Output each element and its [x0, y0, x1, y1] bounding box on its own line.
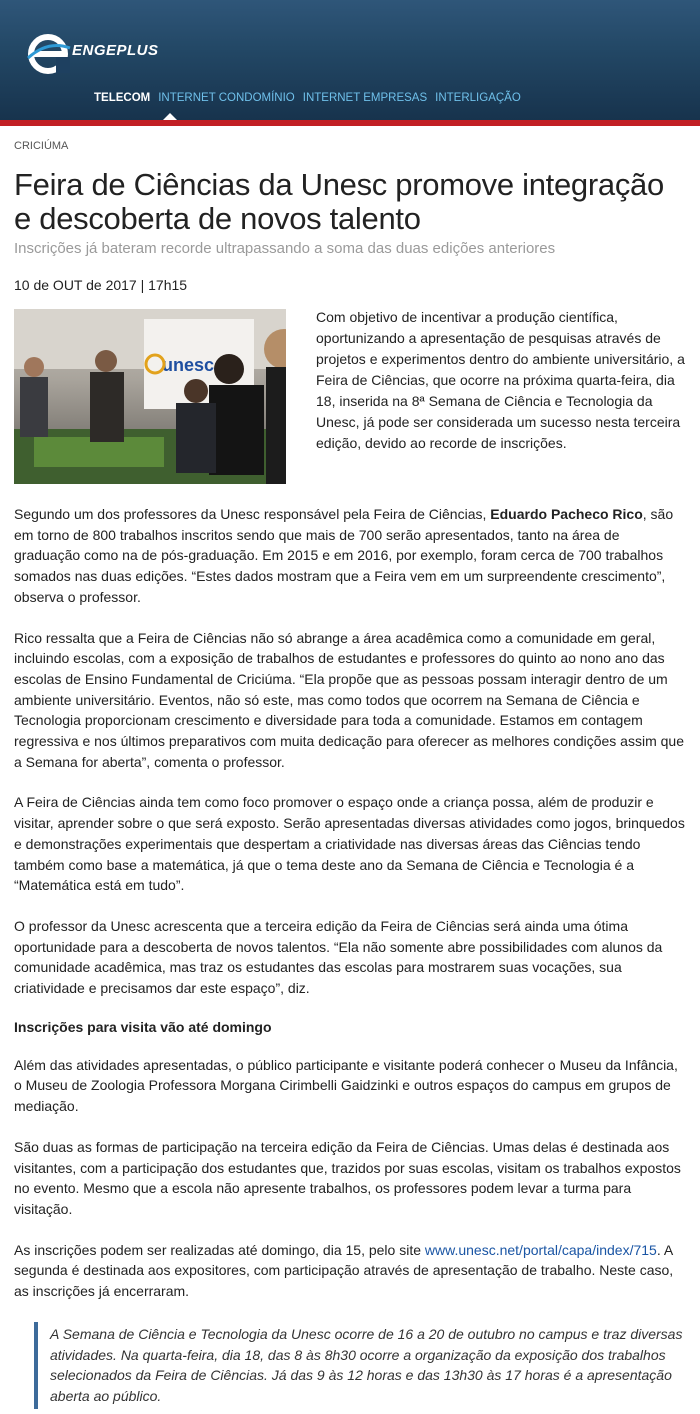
article-blockquote: A Semana de Ciência e Tecnologia da Unesc ocorre de 16 a 20 de outubro no campus e traz diversas atividades. Na quarta-feira, dia 18, das 8 às 8h30 ocorre a organização da exposição dos trabalhos selecionados da Feira de Ciências. Já das 9 às 12 horas e das 13h30 às 17 horas é a apresentação aberta ao público.: [34, 1322, 686, 1409]
nav-active-pointer: [163, 113, 177, 120]
article-subtitle: Inscrições já bateram recorde ultrapassando a soma das duas edições anteriores: [14, 240, 556, 257]
engeplus-logo[interactable]: [26, 28, 186, 78]
nav-internet-empresas[interactable]: INTERNET EMPRESAS: [302, 92, 428, 104]
article-lead: [14, 307, 686, 484]
article-title: Feira de Ciências da Unesc promove integração e descoberta de novos talento: [14, 167, 664, 236]
paragraph-1: Segundo um dos professores da Unesc responsável pela Feira de Ciências, Eduardo Pacheco Rico, são em torno de 800 trabalhos inscritos sendo que mais de 700 serão apresentados, tanto na área de graduação como na de pós-graduação. Em 2015 e em 2016, por exemplo, foram cerca de 700 trabalhos somados nas duas edições. “Estes dados mostram que a Feira vem em um surpreendente crescimento”, observa o professor.: [14, 506, 674, 605]
lead-paragraph: Com objetivo de incentivar a produção científica, oportunizando a apresentação de pesquisas através de projetos e experimentos dentro do ambiente universitário, a Feira de Ciências, que ocorre na próxima quarta-feira, dia 18, inserida na 8ª Semana de Ciência e Tecnologia da Unesc, já pode ser considerada um sucesso nesta terceira edição, devido ao recorde de inscrições.: [316, 309, 685, 451]
header-divider: [0, 120, 700, 126]
photo-sign-text: unesc: [162, 355, 215, 375]
section-heading: Inscrições para visita vão até domingo: [14, 1018, 272, 1035]
article-date: 10 de OUT de 2017 | 17h15: [14, 277, 188, 293]
site-header: [0, 0, 700, 120]
article: [0, 140, 700, 1409]
logo-text: ENGEPLUS: [72, 42, 159, 59]
nav-internet-condominio[interactable]: INTERNET CONDOMÍNIO: [158, 92, 295, 104]
paragraph-5: Além das atividades apresentadas, o público participante e visitante poderá conhecer o Museu da Infância, o Museu de Zoologia Professora Morgana Cirimbelli Gaidzinki e outros espaços do campus em grupos de mediação.: [14, 1056, 678, 1115]
article-category[interactable]: CRICIÚMA: [14, 140, 69, 152]
paragraph-2: Rico ressalta que a Feira de Ciências não só abrange a área acadêmica como a comunidade em geral, incluindo escolas, com a exposição de trabalhos de estudantes e professores do quinto ao nono ano das escolas de Ensino Fundamental de Criciúma. “Ela propõe que as pessoas possam interagir dentro de um ambiente universitário. Eventos, não só este, mas como todos que ocorrem na Semana de Ciência e Tecnologia proporcionam crescimento e diversidade para toda a comunidade. Estamos em contagem regressiva e nos últimos preparativos com muita dedicação para oferecer as melhores condições assim que a Semana for aberta”, comenta o professor.: [14, 629, 684, 770]
unesc-registration-link[interactable]: www.unesc.net/portal/capa/index/715: [424, 1241, 657, 1258]
engeplus-logo-icon: [26, 28, 72, 78]
paragraph-3: A Feira de Ciências ainda tem como foco promover o espaço onde a criança possa, além de produzir e visitar, aprender sobre o que será exposto. Serão apresentadas diversas atividades como jogos, brinquedos e demonstrações experimentais que despertam a criatividade nas diversas áreas das Ciências tendo também como base a matemática, já que o tema deste ano da Semana de Ciência e Tecnologia é a “Matemática está em tudo”.: [14, 794, 685, 894]
top-nav: [94, 92, 521, 104]
paragraph-7: As inscrições podem ser realizadas até domingo, dia 15, pelo site www.unesc.net/portal/capa/index/715. A segunda é destinada aos expositores, com participação através de apresentação de trabalho. Neste caso, as inscrições já encerraram.: [14, 1241, 674, 1300]
science-fair-photo: [14, 309, 286, 484]
nav-telecom[interactable]: TELECOM: [94, 92, 151, 104]
paragraph-6: São duas as formas de participação na terceira edição da Feira de Ciências. Umas delas é destinada aos visitantes, com a participação dos estudantes que, trazidos por suas escolas, visitam os trabalhos expostos no evento. Mesmo que a escola não apresente trabalhos, os professores podem levar a turma para visitação.: [14, 1138, 681, 1217]
paragraph-4: O professor da Unesc acrescenta que a terceira edição da Feira de Ciências será ainda uma ótima oportunidade para a descoberta de novos talentos. “Ela não somente abre possibilidades com alunos da comunidade acadêmica, mas traz os estudantes das escolas para mostrarem suas vocações, sua criatividade e precisamos dar este espaço”, diz.: [14, 917, 663, 997]
article-photo: [14, 309, 286, 484]
nav-interligacao[interactable]: INTERLIGAÇÃO: [435, 92, 521, 104]
professor-name: Eduardo Pacheco Rico: [490, 506, 643, 522]
